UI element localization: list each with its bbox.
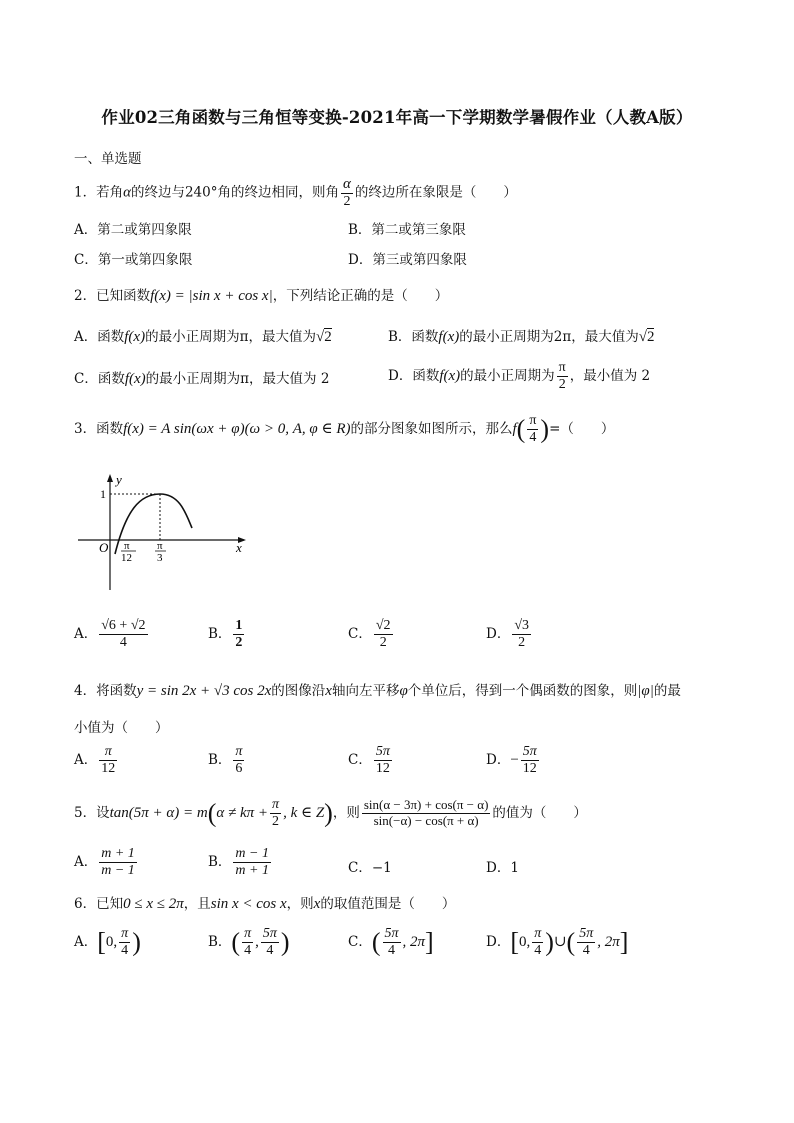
q1-option-c: C．第一或第四象限	[74, 252, 193, 268]
q6-option-a: A．[0, $\frac{\pi}{4}$ )	[74, 926, 141, 959]
math-expression: y = sin 2x + √3 cos 2x	[136, 683, 272, 699]
fraction: $\frac{\pi}{6}$	[235, 744, 243, 777]
question-1-stem: 1．若角α的终边与240°角的终边相同，则角 $\frac{\alpha}{2}$ 的终边所在象限是（ ）	[74, 176, 517, 210]
q5-option-a: A． $\frac{m + 1}{m - 1}$	[74, 846, 135, 879]
q3-option-c: C． $\frac{√2}{2}$	[348, 618, 391, 651]
x-axis-label: x	[236, 540, 242, 555]
question-2-stem: 2．已知函数f(x) = |sin x + cos x|，下列结论正确的是（ ）	[74, 288, 449, 304]
q2-option-d: D．函数f(x)的最小正周期为 $\frac{\pi}{2}$ ，最小值为 2	[388, 360, 651, 393]
fraction: $\frac{\pi}{4}$	[529, 413, 537, 446]
fraction: $\frac{\pi}{4}$	[534, 926, 542, 959]
fraction: $\frac{5\pi}{4}$	[384, 926, 399, 959]
q3-option-a: A． $\frac{√6 + √2}{4}$	[74, 618, 146, 651]
fraction: $\frac{√2}{2}$	[375, 618, 391, 651]
q2-option-c: C．函数f(x)的最小正周期为π，最大值为 2	[74, 371, 330, 387]
y-axis-arrow	[107, 474, 113, 482]
x-tick-2-num: π	[157, 540, 163, 552]
fraction: $\frac{5\pi}{4}$	[579, 926, 594, 959]
fraction: $\frac{\alpha}{2}$	[343, 176, 351, 210]
question-5-stem: 5．设tan(5π + α) = m(α ≠ kπ + $\frac{\pi}{2}$ , k ∈ Z)，则 $\frac{\sin(\alpha - 3\pi) + \cos(\pi - \alpha)}{\sin(-\alpha) - \cos(\pi + \alpha)}$ 的值为（ ）	[74, 797, 587, 830]
fraction: $\frac{\pi}{2}$	[558, 360, 566, 393]
q2-option-b: B．函数f(x)的最小正周期为2π，最大值为√2	[388, 329, 655, 345]
fraction: $\frac{m - 1}{m + 1}$	[235, 846, 269, 879]
math-expression: f(x) = |sin x + cos x|	[150, 288, 273, 304]
q6-option-b: B．( $\frac{\pi}{4}$ , $\frac{5\pi}{4}$ )	[208, 926, 290, 959]
q2-option-a: A．函数f(x)的最小正周期为π，最大值为√2	[74, 329, 332, 345]
fraction: $\frac{√3}{2}$	[514, 618, 530, 651]
y-tick-label: 1	[100, 487, 106, 501]
q1-option-b: B．第二或第三象限	[348, 222, 466, 238]
fraction: $\frac{\pi}{2}$	[272, 797, 280, 830]
x-tick-1-num: π	[124, 540, 130, 552]
question-3-stem: 3．函数f(x) = A sin(ωx + φ)(ω > 0, A, φ ∈ R)的部分图象如图所示，那么f( $\frac{\pi}{4}$ )=（ ）	[74, 413, 615, 446]
q6-option-c: C．( $\frac{5\pi}{4}$ , 2π]	[348, 926, 434, 959]
q3-option-d: D． $\frac{√3}{2}$	[486, 618, 530, 651]
q1-option-d: D．第三或第四象限	[348, 252, 467, 268]
x-tick-1-den: 12	[121, 552, 132, 564]
q4-option-d: D．− $\frac{5\pi}{12}$	[486, 744, 537, 777]
x-tick-2-den: 3	[157, 552, 163, 564]
fraction: $\frac{5\pi}{12}$	[375, 744, 390, 777]
q3-option-b: B． $\frac{1}{2}$	[208, 618, 243, 651]
origin-label: O	[99, 540, 109, 555]
fraction: $\frac{1}{2}$	[235, 618, 243, 651]
fraction: $\frac{\pi}{12}$	[101, 744, 116, 777]
q6-option-d: D．[0, $\frac{\pi}{4}$ )∪( $\frac{5\pi}{4}$ , 2π]	[486, 926, 629, 959]
section-heading: 一、单选题	[74, 151, 142, 167]
math-expression: f(x) = A sin(ωx + φ)(ω > 0, A, φ ∈ R)	[123, 421, 351, 438]
fraction: $\frac{5\pi}{4}$	[262, 926, 277, 959]
document-title: 作业02三角函数与三角恒等变换-2021年高一下学期数学暑假作业（人教A版）	[101, 108, 693, 127]
fraction: $\frac{5\pi}{12}$	[522, 744, 537, 777]
question-4-stem: 4．将函数y = sin 2x + √3 cos 2x的图像沿x轴向左平移φ个单位后，得到一个偶函数的图象，则|φ|的最	[74, 683, 681, 699]
y-axis-label: y	[116, 472, 122, 487]
fraction: $\frac{\sin(\alpha - 3\pi) + \cos(\pi - \alpha)}{\sin(-\alpha) - \cos(\pi + \alpha)}$	[363, 797, 489, 829]
fraction: $\frac{\pi}{4}$	[121, 926, 129, 959]
fraction: $\frac{\pi}{4}$	[244, 926, 252, 959]
q4-option-b: B． $\frac{\pi}{6}$	[208, 744, 243, 777]
q4-option-a: A． $\frac{\pi}{12}$	[74, 744, 116, 777]
fraction: $\frac{m + 1}{m - 1}$	[101, 846, 135, 879]
question-6-stem: 6．已知0 ≤ x ≤ 2π，且sin x < cos x，则x的取值范围是（ ）	[74, 896, 456, 912]
question-4-stem-cont: 小值为（ ）	[74, 720, 169, 736]
q5-option-d: D．1	[486, 860, 519, 876]
q5-option-b: B． $\frac{m - 1}{m + 1}$	[208, 846, 269, 879]
fraction: $\frac{√6 + √2}{4}$	[101, 618, 146, 651]
q4-option-c: C． $\frac{5\pi}{12}$	[348, 744, 390, 777]
function-graph	[74, 470, 260, 594]
q1-option-a: A．第二或第四象限	[74, 222, 192, 238]
q5-option-c: C．−1	[348, 860, 392, 876]
